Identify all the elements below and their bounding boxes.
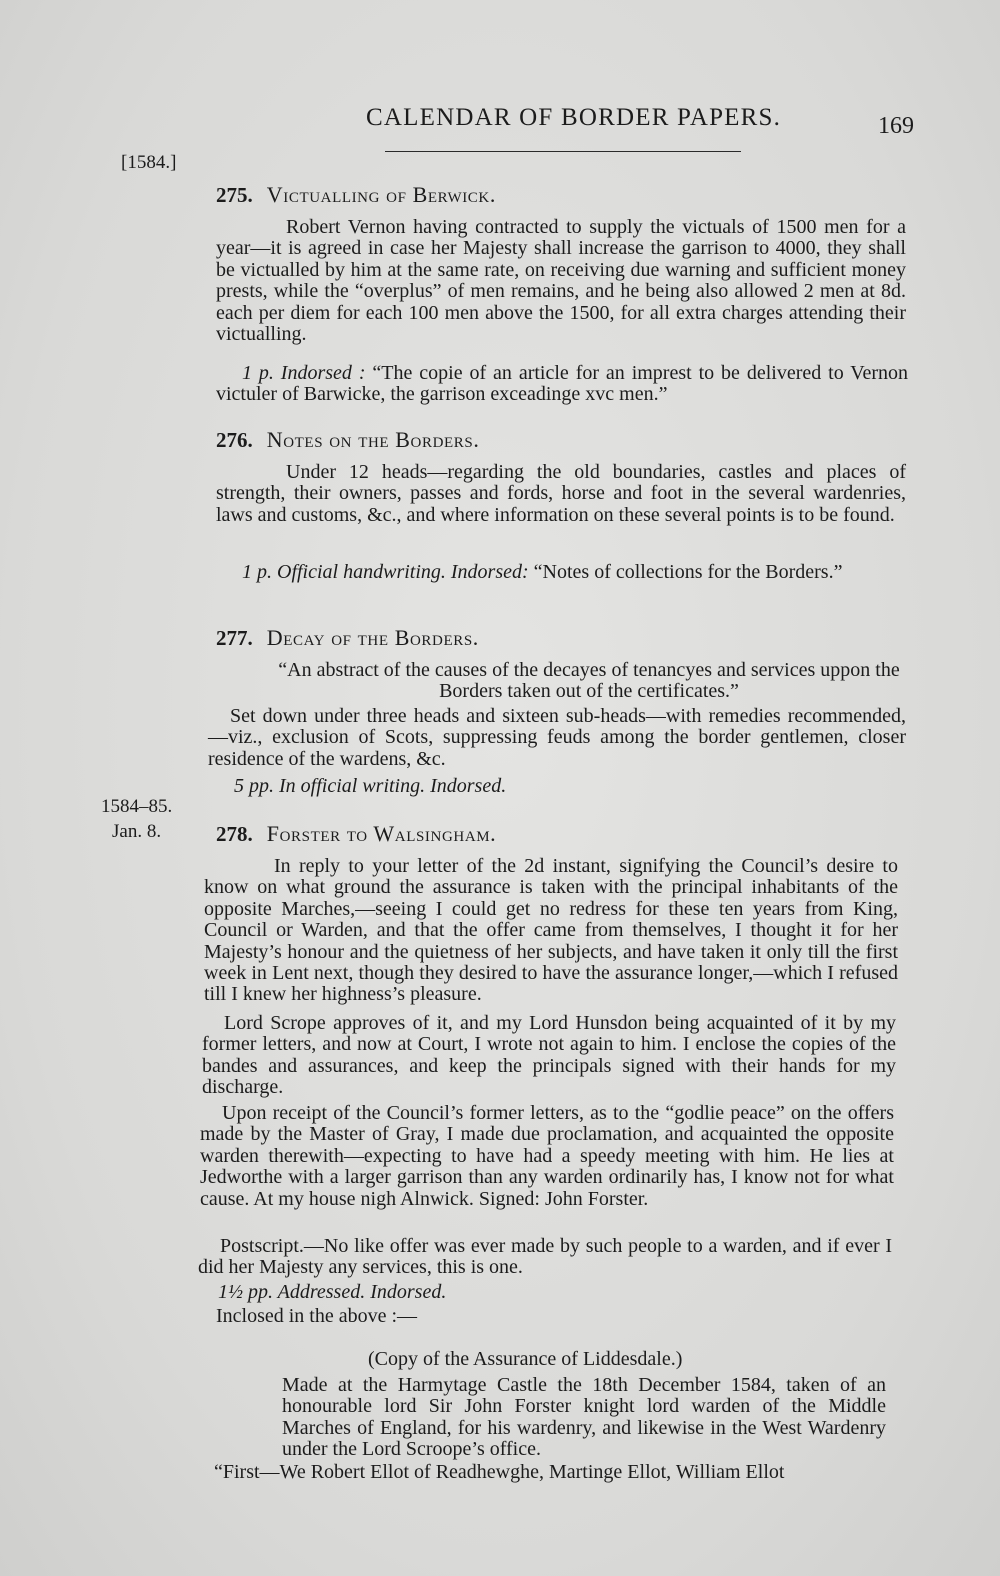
copy-body: Made at the Harmytage Castle the 18th December 1584, taken of an honourable lord Sir John Forster knight lord warden of the Middle Marches of England, for his wardenry, and likewise in the West Wardenry under the Lord Scroope’s office. bbox=[282, 1374, 886, 1461]
entry-body-275: Robert Vernon having contracted to supply the victuals of 1500 men for a year—it is agreed in case her Majesty shall increase the garrison to 4000, they shall be victualled by him at the same rate, on receiving due warning and sufficient money prests, while the “overplus” of men remains, and he being also allowed 2 men at 8d. each per diem for each 100 men above the 1500, for all extra charges attending their victualling. bbox=[216, 216, 906, 346]
entry-heading-277 bbox=[216, 625, 479, 651]
header-rule bbox=[385, 151, 741, 152]
margin-year-range: 1584–85. bbox=[101, 796, 173, 817]
running-header: CALENDAR OF BORDER PAPERS. bbox=[366, 104, 782, 131]
letter-paragraph: In reply to your letter of the 2d instant, signifying the Council’s desire to know on what ground the assurance is taken with the principal inhabitants of the opposite Marches,—seeing I could get no redress for these ten years from King, Council or Warden, and that the offer came from themselves, I thought it for her Majesty’s honour and the quietness of her subjects, and have taken it only till the first week in Lent next, though they desired to have the assurance longer,—which I refused till I knew her highness’s pleasure. bbox=[204, 855, 898, 1006]
note-text: “Notes of collections for the Borders.” bbox=[533, 561, 843, 583]
margin-year: [1584.] bbox=[121, 152, 177, 173]
page-number: 169 bbox=[878, 113, 914, 139]
margin-date: Jan. 8. bbox=[112, 821, 162, 842]
note-text: “The copie of an article for an imprest to be delivered to Vernon victuler of Barwicke, the garrison exceadinge xvc men.” bbox=[216, 362, 909, 406]
entry-quote-277: “An abstract of the causes of the decayes of tenancyes and services uppon the Borders taken out of the certificates.” bbox=[278, 659, 900, 703]
entry-title: Notes on the Borders. bbox=[266, 427, 480, 452]
entry-title: Forster to Walsingham. bbox=[266, 821, 497, 846]
entry-body-276: Under 12 heads—regarding the old boundaries, castles and places of strength, their owners, passes and fords, horse and foot in the several wardenries, laws and customs, &c., and where information on these several points is to be found. bbox=[216, 461, 906, 526]
entry-heading-278 bbox=[216, 821, 496, 847]
entry-body-277: Set down under three heads and sixteen sub-heads—with remedies recommended,—viz., exclusion of Scots, suppressing feuds among the border gentlemen, closer residence of the wardens, &c. bbox=[208, 705, 906, 770]
entry-number: 276. bbox=[216, 428, 253, 452]
entry-heading-275 bbox=[216, 182, 496, 208]
note-lead: 1 p. Official handwriting. Indorsed: bbox=[242, 561, 529, 583]
entry-number: 278. bbox=[216, 822, 253, 846]
entry-note-275 bbox=[216, 363, 908, 406]
inclosed-label: Inclosed in the above :— bbox=[216, 1305, 418, 1327]
entry-heading-276 bbox=[216, 427, 479, 453]
quote-first-line: “First—We Robert Ellot of Readhewghe, Martinge Ellot, William Ellot bbox=[214, 1461, 785, 1483]
letter-paragraph: Upon receipt of the Council’s former letters, as to the “godlie peace” on the offers made by the Master of Gray, I made due proclamation, and acquainted the opposite warden therewith—expecting to have had a speedy meeting with him. He lies at Jedworthe with a larger garrison than any warden ordinarily has, I know not for what cause. At my house nigh Alnwick. Signed: John Forster. bbox=[200, 1102, 894, 1210]
copy-title: (Copy of the Assurance of Liddesdale.) bbox=[368, 1348, 683, 1370]
entry-title: Decay of the Borders. bbox=[266, 625, 479, 650]
entry-number: 277. bbox=[216, 626, 253, 650]
entry-title: Victualling of Berwick. bbox=[266, 182, 496, 207]
entry-note-278 bbox=[218, 1282, 818, 1303]
note-lead: 5 pp. In official writing. Indorsed. bbox=[234, 775, 507, 797]
entry-note-277 bbox=[234, 776, 834, 797]
letter-paragraph: Postscript.—No like offer was ever made by such people to a warden, and if ever I did her Majesty any services, this is one. bbox=[198, 1235, 892, 1279]
note-lead: 1½ pp. Addressed. Indorsed. bbox=[218, 1281, 447, 1303]
note-lead: 1 p. Indorsed : bbox=[242, 362, 366, 384]
letter-paragraph: Lord Scrope approves of it, and my Lord Hunsdon being acquainted of it by my former letters, and now at Court, I wrote not again to him. I enclose the copies of the bandes and assurances, and keep the principals signed with their hands for my discharge. bbox=[202, 1012, 896, 1099]
entry-note-276 bbox=[216, 562, 906, 583]
entry-number: 275. bbox=[216, 183, 253, 207]
